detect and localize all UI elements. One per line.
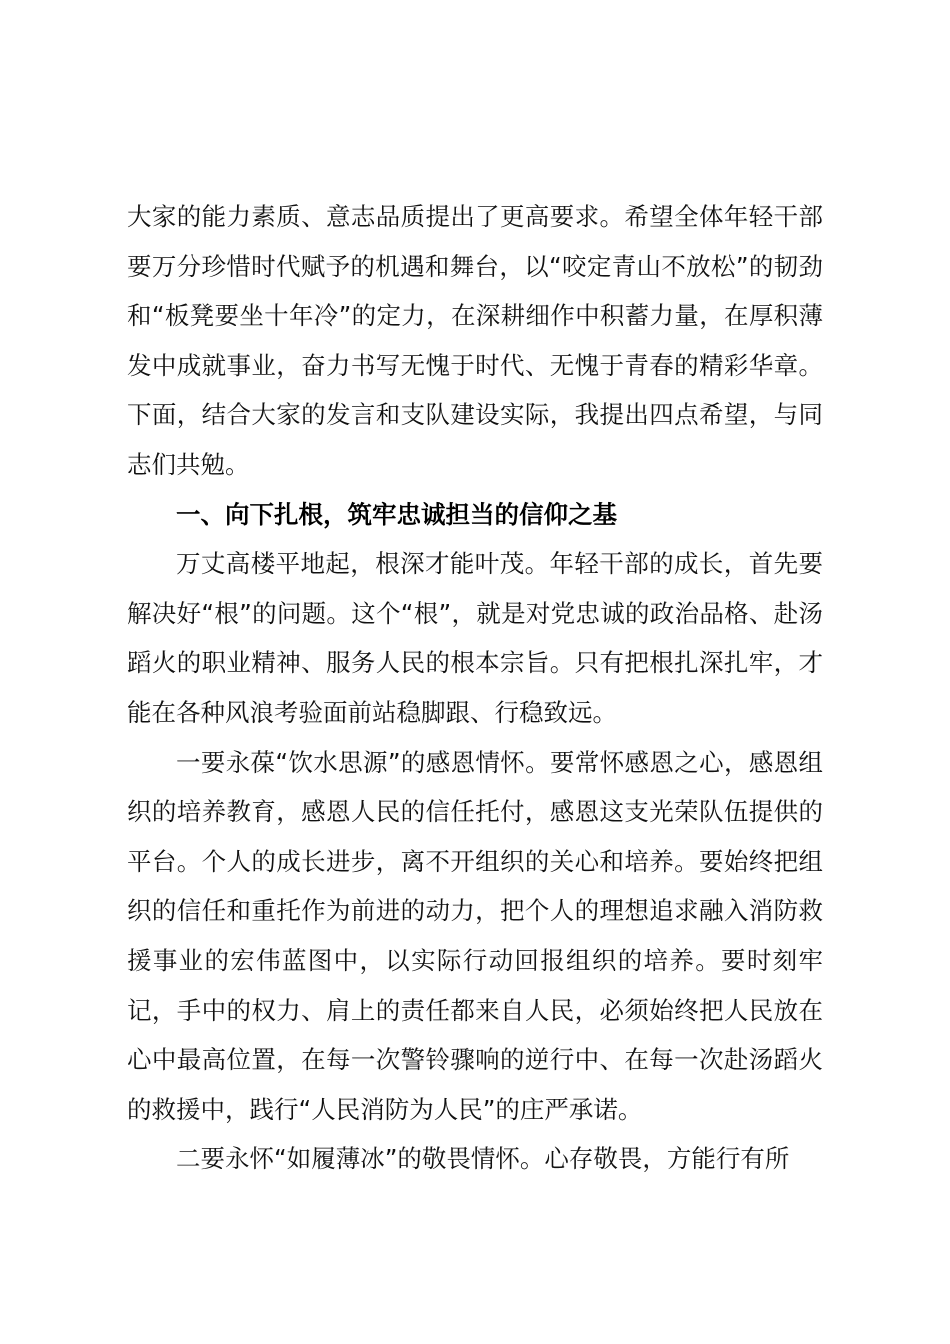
document-body bbox=[127, 192, 823, 1184]
paragraph-reverence: 二要永怀“如履薄冰”的敬畏情怀。心存敬畏，方能行有所 bbox=[176, 1144, 790, 1174]
paragraph-opening: 大家的能力素质、意志品质提出了更高要求。希望全体年轻干部要万分珍惜时代赋予的机遇和舞台，以“咬定青山不放松”的韧劲和“板凳要坐十年冷”的定力，在深耕细作中积蓄力量，在厚积薄发中成就事业，奋力书写无愧于时代、无愧于青春的精彩华章。下面，结合大家的发言和支队建设实际，我提出四点希望，与同志们共勉。 bbox=[127, 202, 823, 479]
paragraph-roots: 万丈高楼平地起，根深才能叶茂。年轻干部的成长，首先要解决好“根”的问题。这个“根”，就是对党忠诚的政治品格、赴汤蹈火的职业精神、服务人民的根本宗旨。只有把根扎深扎牢，才能在各种风浪考验面前站稳脚跟、行稳致远。 bbox=[127, 549, 823, 727]
section-heading-1: 一、向下扎根，筑牢忠诚担当的信仰之基 bbox=[176, 499, 617, 529]
paragraph-gratitude: 一要永葆“饮水思源”的感恩情怀。要常怀感恩之心，感恩组织的培养教育，感恩人民的信任托付，感恩这支光荣队伍提供的平台。个人的成长进步，离不开组织的关心和培养。要始终把组织的信任和重托作为前进的动力，把个人的理想追求融入消防救援事业的宏伟蓝图中，以实际行动回报组织的培养。要时刻牢记，手中的权力、肩上的责任都来自人民，必须始终把人民放在心中最高位置，在每一次警铃骤响的逆行中、在每一次赴汤蹈火的救援中，践行“人民消防为人民”的庄严承诺。 bbox=[127, 747, 823, 1124]
